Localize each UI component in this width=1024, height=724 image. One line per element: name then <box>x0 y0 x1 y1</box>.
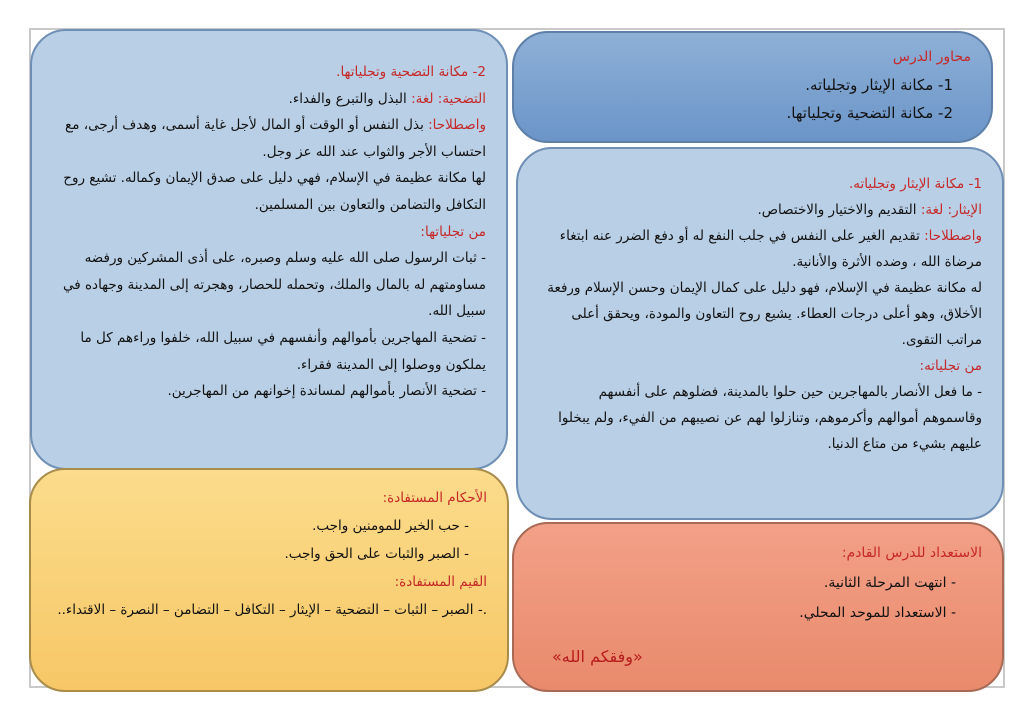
prep-title: الاستعداد للدرس القادم: <box>841 545 982 561</box>
tadhiya-istilah-label: واصطلاحا: <box>428 117 486 134</box>
values-text: .- الصبر – الثبات – التضحية – الإيثار – التكافل – التضامن – النصرة – الاقتداء.. <box>57 602 487 618</box>
ithar-manifest-text: - ما فعل الأنصار بالمهاجرين حين حلوا بالمدينة، فضلوهم على أنفسهم وقاسموهم أموالهم وأكرموهم، وتنازلوا لهم عن نصيبهم من الفيء، ولم يبخلوا عليهم بشيء من متاع الدنيا. <box>558 384 982 452</box>
tadhiya-card <box>30 29 508 470</box>
tadhiya-lugha-text: البذل والتبرع والفداء. <box>288 90 412 107</box>
ithar-manifest-label: من تجلياته: <box>919 358 982 374</box>
ithar-istilah <box>538 223 982 275</box>
lesson-axes-card <box>512 31 993 143</box>
ithar-lugha-text: التقديم والاختيار والاختصاص. <box>757 202 921 218</box>
tadhiya-istilah-text: بذل النفس أو الوقت أو المال لأجل غاية أسمى، وهدف أرجى، مع احتساب الأجر والثواب عند الله عز وجل. <box>65 117 486 160</box>
ithar-istilah-text: تقديم الغير على النفس في جلب النفع له أو دفع الضرر عنه ابتغاء مرضاة الله ، وضده الأثرة والأنانية. <box>559 228 982 270</box>
ithar-lugha <box>538 197 982 223</box>
ruling-item-2: - الصبر والثبات على الحق واجب. <box>284 546 469 562</box>
tadhiya-istilah <box>52 112 486 165</box>
tadhiya-lugha-label: التضحية: لغة: <box>411 90 486 107</box>
ithar-card <box>516 147 1004 520</box>
tadhiya-status: لها مكانة عظيمة في الإسلام، فهي دليل على صدق الإيمان وكماله. تشيع روح التكافل والتضامن والتعاون بين المسلمين. <box>63 170 486 213</box>
rulings-card <box>29 468 509 692</box>
tadhiya-title: 2- مكانة التضحية وتجلياتها. <box>336 64 486 80</box>
axes-title: محاور الدرس <box>892 49 971 65</box>
values-title: القيم المستفادة: <box>394 574 487 590</box>
axes-item-2: 2- مكانة التضحية وتجلياتها. <box>786 104 953 122</box>
tadhiya-manifest-label: من تجلياتها: <box>420 223 486 240</box>
ithar-title: 1- مكانة الإيثار وتجلياته. <box>849 176 982 192</box>
tadhiya-lugha <box>52 86 486 113</box>
ruling-item-1: - حب الخير للمومنين واجب. <box>312 518 469 534</box>
tadhiya-manifest-1: - ثبات الرسول صلى الله عليه وسلم وصبره، على أذى المشركين ورفضه مساومتهم له بالمال والملك، وتحمله للحصار، وهجرته إلى المدينة وجهاده في سبيل الله. <box>62 250 486 320</box>
ithar-status: له مكانة عظيمة في الإسلام، فهو دليل على كمال الإيمان وحسن الإسلام ورفعة الأخلاق، وهو أعلى درجات العطاء. يشيع روح التعاون والمودة، ويحقق أعلى مراتب التقوى. <box>547 280 982 348</box>
prep-item-1: - انتهت المرحلة الثانية. <box>823 575 956 591</box>
closing-blessing: «وفقكم الله» <box>552 647 643 666</box>
prep-card <box>512 522 1004 692</box>
axes-item-1: 1- مكانة الإيثار وتجلياته. <box>805 76 953 94</box>
tadhiya-manifest-2: - تضحية المهاجرين بأموالهم وأنفسهم في سبيل الله، خلفوا وراءهم كل ما يملكون ووصلوا إلى المدينة فقراء. <box>80 329 486 373</box>
rulings-title: الأحكام المستفادة: <box>382 490 487 506</box>
prep-item-2: - الاستعداد للموحد المحلي. <box>799 605 956 621</box>
axes-list <box>534 71 971 127</box>
tadhiya-manifest-3: - تضحية الأنصار بأموالهم لمساندة إخوانهم من المهاجرين. <box>167 383 486 400</box>
prep-list <box>534 568 982 628</box>
ithar-istilah-label: واصطلاحا: <box>924 228 982 244</box>
ithar-lugha-label: الإيثار: لغة: <box>920 202 982 218</box>
